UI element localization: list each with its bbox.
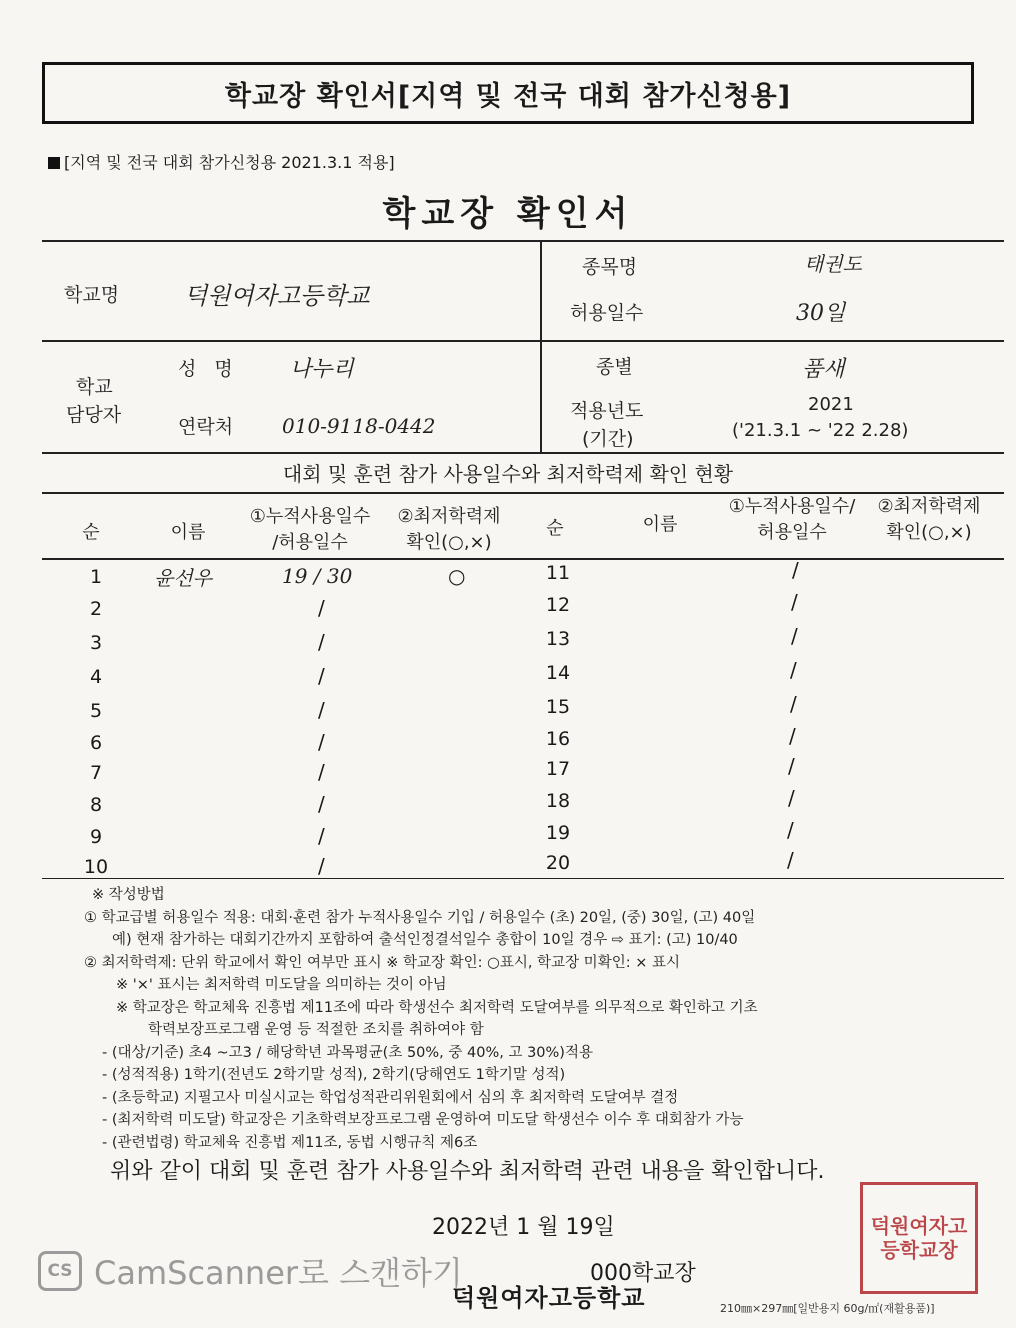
camscanner-logo-icon: CS (38, 1251, 82, 1291)
row-days-used: / (790, 692, 797, 716)
instruction-line: - (초등학교) 지필고사 미실시교는 학업성적관리위원회에서 심의 후 최저학력 도달여부 결정 (102, 1089, 679, 1106)
name-label: 성 명 (178, 358, 239, 380)
allowed-days-value: 30일 (796, 301, 846, 326)
row-number: 10 (83, 856, 109, 878)
row-days-used: / (318, 698, 325, 722)
row-days-used: / (791, 590, 798, 614)
col-header-days-right-line2: 허용일수 (757, 522, 827, 543)
instruction-line: ※ 학교장은 학교체육 진흥법 제11조에 따라 학생선수 최저학력 도달여부를 의무적으로 확인하고 기초 (116, 999, 758, 1016)
row-number: 13 (545, 628, 571, 650)
row-number: 2 (89, 598, 103, 620)
instruction-line: 학력보장프로그램 운영 등 적절한 조치를 취하여야 함 (148, 1022, 484, 1038)
col-header-min-line1: ②최저학력제 (397, 506, 501, 527)
col-header-days-right (720, 494, 864, 546)
row-number: 12 (545, 594, 571, 616)
row-number: 8 (89, 794, 103, 816)
row-days-used: / (318, 730, 325, 754)
col-header-min-right-line2: 확인(○,×) (886, 522, 972, 543)
row-days-used: / (791, 624, 798, 648)
seal-text: 덕원여자고등학교장 (870, 1214, 968, 1262)
row-number: 4 (89, 666, 103, 688)
instruction-line: ① 학교급별 허용일수 적용: 대회·훈련 참가 누적사용일수 기입 / 허용일수 (초) 20일, (중) 30일, (고) 40일 (84, 909, 756, 926)
row-days-used: / (318, 664, 325, 688)
row-days-used: / (318, 596, 325, 620)
row-student-name: 윤선우 (154, 566, 212, 590)
col-header-num-right: 순 (546, 518, 564, 539)
row-number: 3 (89, 632, 103, 654)
type-value: 품새 (802, 357, 845, 382)
row-number: 19 (545, 822, 571, 844)
row-number: 7 (89, 762, 103, 784)
row-days-used: / (318, 824, 325, 848)
divider (540, 240, 542, 452)
row-days-used: / (788, 786, 795, 810)
instruction-line: ※ 작성방법 (92, 887, 165, 903)
row-days-used: / (788, 754, 795, 778)
col-header-min-right (864, 494, 994, 546)
square-bullet-icon (48, 157, 60, 169)
row-days-used: / (318, 760, 325, 784)
event-label: 종목명 (582, 256, 638, 278)
section-title: 대회 및 훈련 참가 사용일수와 최저학력제 확인 현황 (282, 462, 734, 486)
year-label: 적용년도 (570, 400, 644, 422)
contact-label: 연락처 (178, 416, 234, 438)
row-number: 17 (545, 758, 571, 780)
school-name-value: 덕원여자고등학교 (184, 282, 370, 310)
col-header-name-right: 이름 (642, 514, 678, 535)
row-number: 6 (89, 732, 103, 754)
col-header-days-line2: /허용일수 (272, 532, 348, 553)
instruction-line: 예) 현재 참가하는 대회기간까지 포함하여 출석인정결석일수 총합이 10일 경우 ⇨ 표기: (고) 10/40 (112, 932, 738, 948)
principal-title: 000학교장 (590, 1261, 696, 1286)
row-number: 14 (545, 662, 571, 684)
row-days-used: / (318, 854, 325, 878)
row-number: 15 (545, 696, 571, 718)
row-number: 18 (545, 790, 571, 812)
form-version-text: [지역 및 전국 대회 참가신청용 2021.3.1 적용] (64, 153, 395, 172)
instruction-line: ※ '×' 표시는 최저학력 미도달을 의미하는 것이 아님 (116, 977, 447, 993)
col-header-min-right-line1: ②최저학력제 (877, 496, 981, 517)
instruction-line: - (최저학력 미도달) 학교장은 기초학력보장프로그램 운영하여 미도달 학생선수 이수 후 대회참가 가능 (102, 1112, 744, 1128)
year-value: 2021 (808, 394, 854, 415)
school-name-label: 학교명 (64, 284, 120, 306)
row-number: 9 (89, 826, 103, 848)
divider (42, 558, 1004, 560)
period-value: ('21.3.1 ~ '22 2.28) (732, 420, 909, 441)
col-header-min (384, 504, 514, 556)
row-days-used: 19 / 30 (282, 564, 353, 588)
staff-label: 학교 (76, 376, 113, 398)
col-header-num: 순 (82, 522, 100, 543)
event-value: 태권도 (804, 252, 862, 276)
row-number: 11 (545, 562, 571, 584)
watermark-text: CamScanner로 스캔하기 (94, 1254, 463, 1292)
row-days-used: / (792, 558, 799, 582)
row-number: 5 (89, 700, 103, 722)
name-value: 나누리 (290, 357, 354, 382)
divider (42, 878, 1004, 879)
row-number: 20 (545, 852, 571, 874)
col-header-min-line2: 확인(○,×) (406, 532, 492, 553)
instruction-line: - (성적적용) 1학기(전년도 2학기말 성적), 2학기(당해연도 1학기말 성적) (102, 1067, 566, 1083)
row-days-used: / (318, 630, 325, 654)
divider (42, 240, 1004, 242)
signature-date: 2022년 1 월 19일 (432, 1215, 615, 1240)
row-number: 1 (89, 566, 103, 588)
col-header-days-line1: ①누적사용일수 (249, 506, 371, 527)
col-header-name: 이름 (170, 522, 206, 543)
document-title: 학교장 확인서 (382, 194, 634, 234)
paper-size-note: 210㎜×297㎜[일반용지 60g/㎡(재활용품)] (720, 1302, 935, 1315)
instruction-line: ② 최저학력제: 단위 학교에서 확인 여부만 표시 ※ 학교장 확인: ○표시, 학교장 미확인: × 표시 (84, 954, 680, 971)
divider (42, 452, 1004, 454)
form-version-note (48, 150, 395, 173)
col-header-days-right-line1: ①누적사용일수/ (728, 496, 856, 517)
row-days-used: / (789, 724, 796, 748)
row-days-used: / (790, 658, 797, 682)
school-name-footer: 덕원여자고등학교 (452, 1284, 646, 1312)
staff-label-2: 담당자 (66, 404, 122, 426)
camscanner-watermark (38, 1248, 463, 1294)
row-days-used: / (787, 818, 794, 842)
row-days-used: / (318, 792, 325, 816)
instruction-line: - (관련법령) 학교체육 진흥법 제11조, 동법 시행규칙 제6조 (102, 1134, 478, 1151)
row-days-used: / (787, 848, 794, 872)
instruction-line: - (대상/기준) 초4 ~고3 / 해당학년 과목평균(초 50%, 중 40%, 고 30%)적용 (102, 1044, 593, 1061)
confirmation-statement: 위와 같이 대회 및 훈련 참가 사용일수와 최저학력 관련 내용을 확인합니다. (110, 1159, 825, 1184)
form-banner-title: 학교장 확인서[지역 및 전국 대회 참가신청용] (42, 62, 974, 124)
row-number: 16 (545, 728, 571, 750)
row-min-check: ○ (448, 564, 466, 588)
type-label: 종별 (596, 356, 633, 378)
col-header-days (240, 504, 380, 556)
divider (42, 340, 1004, 342)
allowed-days-label: 허용일수 (570, 302, 644, 324)
year-label-2: (기간) (582, 428, 634, 450)
writing-instructions (84, 884, 984, 1154)
school-seal-stamp (860, 1182, 978, 1294)
contact-value: 010-9118-0442 (282, 414, 436, 438)
